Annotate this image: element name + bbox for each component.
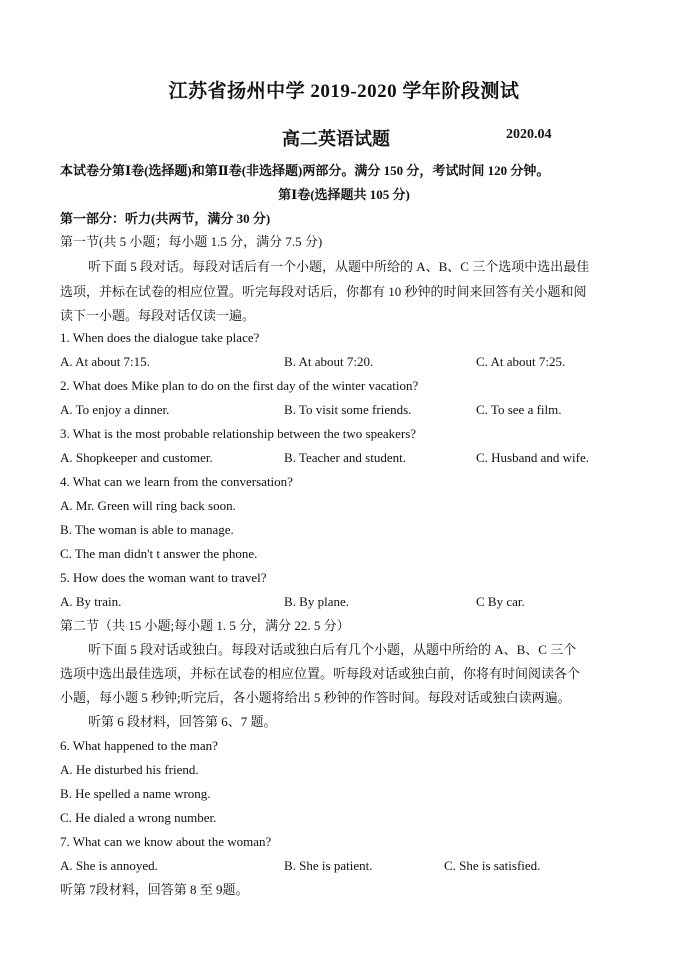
option-a: A. He disturbed his friend. bbox=[60, 762, 199, 777]
question-text: 4. What can we learn from the conversation? bbox=[60, 474, 293, 489]
option-b: B. He spelled a name wrong. bbox=[60, 786, 211, 801]
option-b: B. Teacher and student. bbox=[284, 450, 406, 465]
option-c: C. He dialed a wrong number. bbox=[60, 810, 217, 825]
question-text: 3. What is the most probable relationship between the two speakers? bbox=[60, 426, 417, 441]
option-a: A. She is annoyed. bbox=[60, 858, 158, 873]
page-title: 江苏省扬州中学 2019-2020 学年阶段测试 bbox=[168, 81, 520, 102]
section-heading: 第一节(共 5 小题；每小题 1.5 分，满分 7.5 分) bbox=[60, 234, 323, 249]
material-note: 听第 7段材料，回答第 8 至 9题。 bbox=[60, 882, 249, 897]
option-b: B. She is patient. bbox=[284, 858, 373, 873]
instruction-line: 听下面 5 段对话。每段对话后有一个小题，从题中所给的 A、B、C 三个选项中选出最佳 bbox=[88, 259, 590, 274]
instruction-line: 选项中选出最佳选项，并标在试卷的相应位置。听每段对话或独白前，你将有时间阅读各个 bbox=[60, 666, 581, 681]
option-a: A. At about 7:15. bbox=[60, 354, 150, 369]
instruction-line: 读下一小题。每段对话仅读一遍。 bbox=[60, 308, 256, 323]
instruction-line: 听下面 5 段对话或独白。每段对话或独白后有几个小题，从题中所给的 A、B、C 三个 bbox=[88, 642, 577, 657]
question-text: 6. What happened to the man? bbox=[60, 738, 218, 753]
part-heading: 第一部分：听力(共两节，满分 30 分) bbox=[60, 211, 271, 226]
option-b: B. At about 7:20. bbox=[284, 354, 374, 369]
option-c: C By car. bbox=[476, 594, 525, 609]
option-c: C. The man didn't t answer the phone. bbox=[60, 546, 258, 561]
option-a: A. Shopkeeper and customer. bbox=[60, 450, 213, 465]
option-a: A. By train. bbox=[60, 594, 122, 609]
exam-intro: 本试卷分第Ⅰ卷(选择题)和第Ⅱ卷(非选择题)两部分。满分 150 分，考试时间 120 分钟。 bbox=[60, 163, 550, 178]
option-c: C. Husband and wife. bbox=[476, 450, 590, 465]
option-b: B. By plane. bbox=[284, 594, 349, 609]
option-b: B. The woman is able to manage. bbox=[60, 522, 234, 537]
volume-heading: 第Ⅰ卷(选择题共 105 分) bbox=[278, 187, 410, 202]
material-note: 听第 6 段材料，回答第 6、7 题。 bbox=[88, 714, 277, 729]
option-c: C. She is satisfied. bbox=[444, 858, 541, 873]
option-c: C. At about 7:25. bbox=[476, 354, 566, 369]
option-a: A. To enjoy a dinner. bbox=[60, 402, 170, 417]
page-subtitle: 高二英语试题 bbox=[282, 129, 390, 149]
option-b: B. To visit some friends. bbox=[284, 402, 412, 417]
section-heading: 第二节（共 15 小题;每小题 1. 5 分，满分 22. 5 分） bbox=[60, 618, 350, 633]
instruction-line: 小题，每小题 5 秒钟;听完后，各小题将给出 5 秒钟的作答时间。每段对话或独白读两遍。 bbox=[60, 690, 571, 705]
question-text: 1. When does the dialogue take place? bbox=[60, 330, 260, 345]
question-text: 2. What does Mike plan to do on the first day of the winter vacation? bbox=[60, 378, 419, 393]
exam-date: 2020.04 bbox=[506, 127, 552, 142]
option-a: A. Mr. Green will ring back soon. bbox=[60, 498, 236, 513]
instruction-line: 选项，并标在试卷的相应位置。听完每段对话后，你都有 10 秒钟的时间来回答有关小题和阅 bbox=[60, 284, 587, 299]
question-text: 7. What can we know about the woman? bbox=[60, 834, 272, 849]
option-c: C. To see a film. bbox=[476, 402, 562, 417]
question-text: 5. How does the woman want to travel? bbox=[60, 570, 267, 585]
